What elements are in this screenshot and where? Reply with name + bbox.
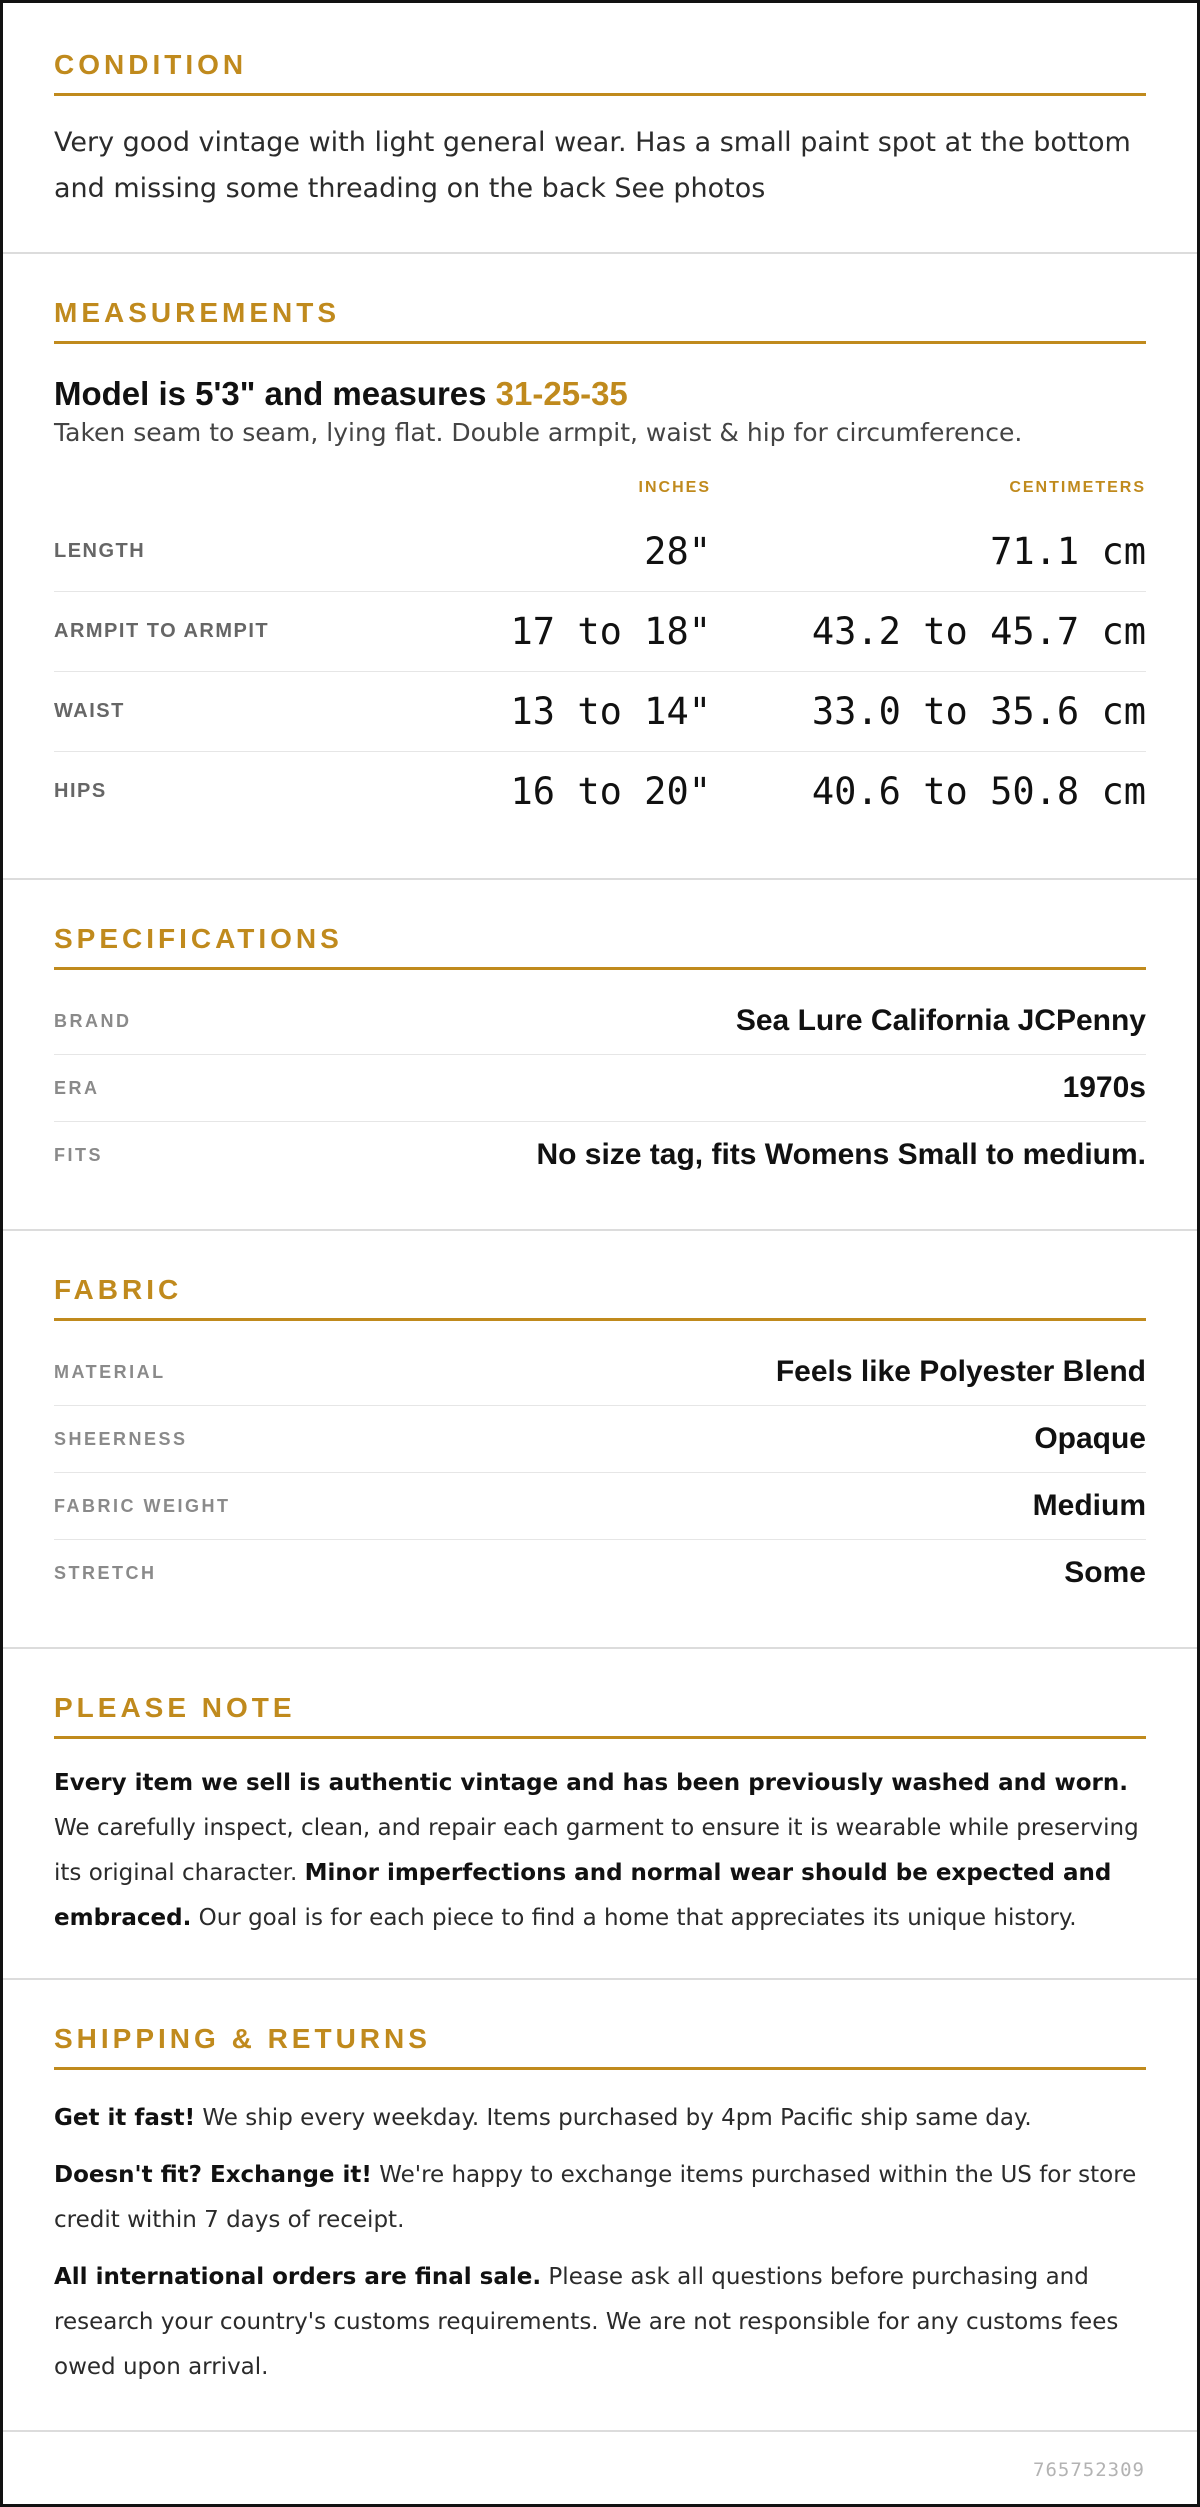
condition-section <box>3 3 1197 254</box>
note-bold-2: Minor imperfections and normal wear should be expected and embraced. <box>54 1860 1112 1931</box>
shipping-text: We're happy to exchange items purchased within the US for store credit within 7 days of receipt. <box>54 2162 1137 2233</box>
fabric-section <box>3 1231 1197 1649</box>
list-item <box>54 1122 1146 1188</box>
measure-inches: 13 to 14" <box>510 690 711 733</box>
fabric-list <box>54 1339 1146 1606</box>
note-bold-1: Every item we sell is authentic vintage and has been previously washed and worn. <box>54 1770 1128 1796</box>
shipping-bold: Doesn't fit? Exchange it! <box>54 2162 372 2188</box>
measure-inches: 16 to 20" <box>510 770 711 813</box>
shipping-bold: Get it fast! <box>54 2105 196 2131</box>
table-row <box>54 512 1146 592</box>
condition-title: CONDITION <box>54 51 1146 96</box>
fabric-value: Opaque <box>1034 1422 1146 1455</box>
specifications-section <box>3 880 1197 1231</box>
measurement-note: Taken seam to seam, lying flat. Double armpit, waist & hip for circumference. <box>54 418 1023 447</box>
list-item <box>54 1540 1146 1606</box>
list-item <box>54 1473 1146 1540</box>
fabric-value: Some <box>1064 1556 1146 1589</box>
model-prefix: Model is 5'3" and measures <box>54 375 496 412</box>
spec-label: FITS <box>54 1144 103 1165</box>
measurement-table-header <box>54 468 1146 508</box>
spec-value: 1970s <box>1062 1071 1146 1104</box>
measure-label: ARMPIT TO ARMPIT <box>54 620 270 642</box>
list-item <box>54 1339 1146 1406</box>
measure-inches: 17 to 18" <box>510 610 711 653</box>
model-info <box>54 374 1146 414</box>
model-measure: 31-25-35 <box>495 375 628 412</box>
fabric-value: Medium <box>1032 1489 1146 1522</box>
please-note-title: PLEASE NOTE <box>54 1694 1146 1739</box>
table-row <box>54 752 1146 831</box>
note-text-1: We carefully inspect, clean, and repair each garment to ensure it is wearable while preserving its original character. <box>54 1815 1139 1886</box>
shipping-bold: All international orders are final sale. <box>54 2264 542 2290</box>
condition-text: Very good vintage with light general wear. Has a small paint spot at the bottom and missing some threading on the back See photos <box>54 127 1131 204</box>
fabric-label: FABRIC WEIGHT <box>54 1495 231 1516</box>
measure-label: WAIST <box>54 700 125 722</box>
specifications-title: SPECIFICATIONS <box>54 925 1146 970</box>
table-row <box>54 672 1146 752</box>
shipping-paragraph-exchange <box>54 2153 1146 2243</box>
sku-number: 765752309 <box>1033 2459 1145 2481</box>
measurements-title: MEASUREMENTS <box>54 299 1146 344</box>
list-item <box>54 1055 1146 1122</box>
note-text-2: Our goal is for each piece to find a home that appreciates its unique history. <box>191 1905 1077 1931</box>
measure-cm: 40.6 to 50.8 cm <box>811 770 1146 813</box>
column-inches: INCHES <box>638 479 711 496</box>
spec-label: ERA <box>54 1077 100 1098</box>
spec-value: No size tag, fits Womens Small to medium. <box>536 1138 1146 1171</box>
please-note-text <box>54 1761 1146 1941</box>
specifications-list <box>54 988 1146 1188</box>
measure-cm: 43.2 to 45.7 cm <box>811 610 1146 653</box>
fabric-title: FABRIC <box>54 1276 1146 1321</box>
measure-label: HIPS <box>54 780 107 802</box>
fabric-label: STRETCH <box>54 1562 157 1583</box>
measure-label: LENGTH <box>54 540 146 562</box>
measurement-table <box>54 512 1146 831</box>
shipping-text: We ship every weekday. Items purchased by 4pm Pacific ship same day. <box>195 2105 1032 2131</box>
list-item <box>54 988 1146 1055</box>
spec-label: BRAND <box>54 1010 132 1031</box>
measure-cm: 71.1 cm <box>990 530 1146 573</box>
measure-cm: 33.0 to 35.6 cm <box>811 690 1146 733</box>
fabric-value: Feels like Polyester Blend <box>775 1355 1146 1388</box>
spec-value: Sea Lure California JCPenny <box>735 1004 1146 1037</box>
shipping-paragraph-fast <box>54 2096 1146 2141</box>
column-centimeters: CENTIMETERS <box>1009 479 1146 496</box>
list-item <box>54 1406 1146 1473</box>
fabric-label: MATERIAL <box>54 1361 166 1382</box>
footer <box>3 2436 1197 2504</box>
please-note-section <box>3 1649 1197 1980</box>
fabric-label: SHEERNESS <box>54 1428 188 1449</box>
shipping-section <box>3 1980 1197 2432</box>
shipping-text: Please ask all questions before purchasing and research your country's customs requirements. We are not responsible for any customs fees owed upon arrival. <box>54 2264 1119 2380</box>
measurements-section <box>3 254 1197 880</box>
shipping-paragraph-international <box>54 2255 1146 2390</box>
shipping-title: SHIPPING & RETURNS <box>54 2025 1146 2070</box>
table-row <box>54 592 1146 672</box>
measure-inches: 28" <box>644 530 711 573</box>
